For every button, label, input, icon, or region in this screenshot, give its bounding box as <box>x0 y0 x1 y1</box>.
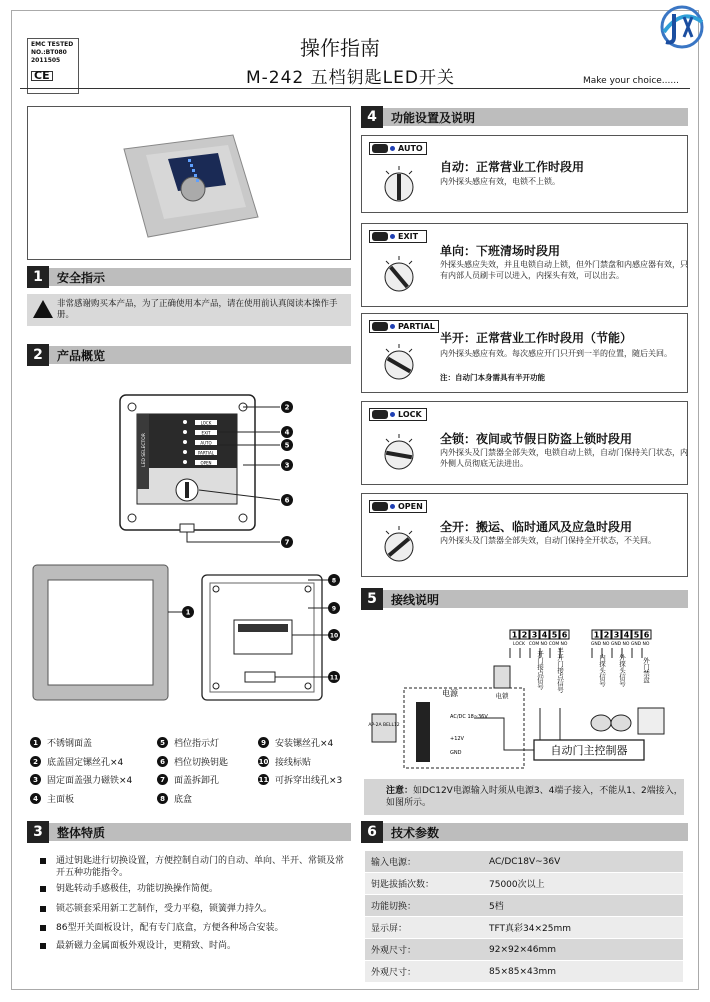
section-label: 产品概览 <box>57 348 106 363</box>
svg-text:2: 2 <box>521 630 528 640</box>
tagline: Make your choice...... <box>583 76 679 86</box>
key-icon <box>372 410 388 419</box>
page-title: 操作指南 <box>300 36 380 60</box>
svg-text:9: 9 <box>331 605 337 613</box>
svg-text:NO: NO <box>642 642 650 647</box>
svg-text:7: 7 <box>284 538 290 547</box>
section-label: 技术参数 <box>391 825 440 840</box>
legend-item <box>157 773 219 786</box>
mode-tag: LOCK <box>369 408 427 421</box>
note-text: 如DC12V电源输入时须从电源3、4端子接入，不能从1、2端接入，如图所示。 <box>386 786 683 808</box>
feature-item: 最新磁力金属面板外观设计，更精致、时尚。 <box>40 940 350 952</box>
mode-partial-card <box>361 313 688 393</box>
spec-row: 外观尺寸： 85×85×43mm <box>365 961 683 982</box>
mode-desc: 内外探头感应有效，电锁不上锁。 <box>440 177 560 186</box>
mode-tag: PARTIAL <box>369 320 439 333</box>
svg-text:5: 5 <box>551 630 558 640</box>
led-dot-icon <box>390 324 395 329</box>
mode-title: 全开：搬运、临时通风及应急时段用 <box>440 520 633 534</box>
svg-text:GND: GND <box>590 642 602 647</box>
svg-text:NO: NO <box>602 642 610 647</box>
mode-title: 半开：正常营业工作时段用（节能） <box>440 331 633 345</box>
bullet-square-icon <box>40 858 46 864</box>
svg-text:半开门接点信号: 半开门接点信号 <box>556 647 564 693</box>
section-label: 接线说明 <box>391 592 440 607</box>
led-dot-icon <box>390 412 395 417</box>
cover-and-box-diagram <box>30 560 355 720</box>
section-1-bar <box>27 268 351 286</box>
svg-text:NO: NO <box>560 642 568 647</box>
svg-text:4: 4 <box>284 428 290 437</box>
legend-item <box>157 792 192 805</box>
emc-line: EMC TESTED <box>31 41 74 48</box>
legend-text: 接线标贴 <box>275 758 312 768</box>
legend-item <box>258 773 342 786</box>
feature-item: 86型开关面板设计，配有专门底盒，方便各种场合安装。 <box>40 922 350 934</box>
svg-text:6: 6 <box>643 630 650 640</box>
spec-row: 功能切换： 5档 <box>365 895 683 916</box>
svg-text:LOCK: LOCK <box>200 420 212 426</box>
svg-text:LOCK: LOCK <box>513 642 525 647</box>
mode-desc: 内外探头感应有效。每次感应开门只开到一半的位置，随后关回。 <box>440 349 672 358</box>
mode-lock-card <box>361 401 688 485</box>
svg-text:自动门主控制器: 自动门主控制器 <box>550 744 628 757</box>
bullet-square-icon <box>40 943 46 949</box>
wiring-diagram <box>364 618 688 776</box>
brand-logo-icon <box>652 2 706 52</box>
feature-item: 通过钥匙进行切换设置，方便控制自动门的自动、单向、半开、常锁及常开五种功能指令。 <box>40 855 350 879</box>
spec-row: 外观尺寸： 92×92×46mm <box>365 939 683 960</box>
mode-desc: 内外探头及门禁器全部失效，电锁自动上锁，自动门保持关门状态，内外侧人员彻底无法进出。 <box>440 448 688 468</box>
legend-item <box>258 736 333 749</box>
bullet-square-icon <box>40 906 46 912</box>
section-number: 1 <box>27 266 49 288</box>
note-label: 注意： <box>386 786 414 796</box>
section-6-bar <box>361 823 688 841</box>
mode-desc: 内外探头及门禁器全部失效，自动门保持全开状态，不关回。 <box>440 536 656 545</box>
svg-text:8: 8 <box>331 577 337 585</box>
section-label: 整体特质 <box>57 825 106 840</box>
spec-row: 输入电源： AC/DC18V~36V <box>365 851 683 872</box>
svg-text:EXIT: EXIT <box>201 430 211 436</box>
svg-text:3: 3 <box>613 630 620 640</box>
legend-num: 1 <box>30 737 41 748</box>
legend-num: 11 <box>258 775 269 784</box>
legend-num: 7 <box>157 774 168 785</box>
svg-text:AUTO: AUTO <box>200 440 212 446</box>
svg-text:11: 11 <box>329 674 339 682</box>
mode-tag: AUTO <box>369 142 427 155</box>
svg-text:1: 1 <box>185 608 191 617</box>
mode-open-card <box>361 493 688 577</box>
legend-num: 10 <box>258 757 269 766</box>
svg-text:6: 6 <box>561 630 568 640</box>
svg-text:OPEN: OPEN <box>200 460 212 466</box>
svg-text:1: 1 <box>593 630 600 640</box>
section-label: 功能设置及说明 <box>391 110 476 125</box>
svg-text:3: 3 <box>284 461 290 470</box>
svg-text:4: 4 <box>541 630 548 640</box>
mode-title: 全锁：夜间或节假日防盗上锁时段用 <box>440 432 633 446</box>
section-number: 3 <box>27 821 49 843</box>
legend-text: 底盖固定镙丝孔×4 <box>47 758 124 768</box>
bullet-square-icon <box>40 886 46 892</box>
svg-text:LED SELECTOR: LED SELECTOR <box>142 433 147 467</box>
svg-text:AP-2A BELL12: AP-2A BELL12 <box>368 723 400 728</box>
key-icon <box>372 232 388 241</box>
product-photo <box>27 106 351 260</box>
svg-text:2: 2 <box>284 403 290 412</box>
svg-text:开门接点信号: 开门接点信号 <box>536 650 544 690</box>
warning-icon <box>33 300 53 318</box>
led-dot-icon <box>390 146 395 151</box>
led-dot-icon <box>390 504 395 509</box>
svg-text:2: 2 <box>603 630 610 640</box>
legend-num: 5 <box>157 737 168 748</box>
section-5-bar <box>361 590 688 608</box>
feature-item: 钥匙转动手感极佳，功能切换操作简便。 <box>40 883 350 895</box>
spec-row: 显示屏： TFT真彩34×25mm <box>365 917 683 938</box>
key-icon <box>372 144 388 153</box>
legend-num: 9 <box>258 737 269 748</box>
svg-text:内探头信号: 内探头信号 <box>598 653 606 687</box>
dial-icon <box>374 338 424 388</box>
legend-item <box>157 755 228 768</box>
svg-text:NO: NO <box>622 642 630 647</box>
legend-text: 档位切换钥匙 <box>174 758 229 768</box>
svg-text:5: 5 <box>284 441 290 450</box>
mode-tag: EXIT <box>369 230 427 243</box>
legend-text: 面盖拆卸孔 <box>174 776 220 786</box>
key-icon <box>372 502 388 511</box>
safety-notice <box>27 294 351 326</box>
header-rule <box>20 88 690 89</box>
svg-text:4: 4 <box>623 630 630 640</box>
svg-text:1: 1 <box>511 630 518 640</box>
section-4-bar <box>361 108 688 126</box>
svg-text:3: 3 <box>531 630 538 640</box>
legend-item <box>157 736 219 749</box>
key-icon <box>372 322 388 331</box>
svg-text:GND: GND <box>450 750 462 756</box>
section-number: 2 <box>27 344 49 366</box>
legend-num: 8 <box>157 793 168 804</box>
svg-text:6: 6 <box>284 496 290 505</box>
ce-mark: CE <box>31 71 53 81</box>
svg-text:电源: 电源 <box>442 689 458 698</box>
mode-desc: 外探头感应失效，并且电锁自动上锁，但外门禁盘和内感应器有效，只有内部人员刷卡可以进入，内探头有效，可以出去。 <box>440 260 688 280</box>
svg-text:PARTIAL: PARTIAL <box>198 450 214 456</box>
svg-text:电锁: 电锁 <box>495 692 509 700</box>
section-label: 安全指示 <box>57 270 106 285</box>
legend-num: 6 <box>157 756 168 767</box>
section-number: 4 <box>361 106 383 128</box>
svg-text:10: 10 <box>329 632 339 640</box>
legend-text: 安装镙丝孔×4 <box>275 739 334 749</box>
page-subtitle: M-242 五档钥匙LED开关 <box>246 68 455 88</box>
dial-icon <box>374 160 424 210</box>
mode-auto-card <box>361 135 688 213</box>
legend-item <box>30 773 132 786</box>
bullet-square-icon <box>40 925 46 931</box>
section-number: 6 <box>361 821 383 843</box>
svg-text:AC/DC 18~36V: AC/DC 18~36V <box>450 714 488 720</box>
legend-item <box>30 792 74 805</box>
legend-item <box>30 736 92 749</box>
safety-text: 非常感谢购买本产品，为了正确使用本产品，请在使用前认真阅读本操作手册。 <box>57 299 338 320</box>
mode-tag: OPEN <box>369 500 427 513</box>
legend-num: 4 <box>30 793 41 804</box>
spec-row: 钥匙拔插次数： 75000次以上 <box>365 873 683 894</box>
svg-text:NO: NO <box>540 642 548 647</box>
dial-icon <box>374 520 424 570</box>
emc-line: 2011505 <box>31 57 61 64</box>
svg-text:COM: COM <box>548 642 560 647</box>
svg-text:GND: GND <box>630 642 642 647</box>
legend-num: 3 <box>30 774 41 785</box>
mode-note: 注：自动门本身需具有半开功能 <box>440 373 545 382</box>
mode-title: 单向：下班清场时段用 <box>440 244 561 258</box>
feature-item: 锁芯锁套采用新工艺制作，受力平稳，锁簧弹力持久。 <box>40 903 350 915</box>
svg-text:GND: GND <box>610 642 622 647</box>
panel-front-diagram <box>115 390 300 550</box>
legend-text: 固定面盖强力磁铁×4 <box>47 776 133 786</box>
dial-icon <box>374 250 424 300</box>
emc-badge <box>27 38 79 94</box>
section-3-bar <box>27 823 351 841</box>
dial-icon <box>374 428 424 478</box>
led-dot-icon <box>390 234 395 239</box>
legend-item <box>30 755 123 768</box>
emc-line: NO.:BT080 <box>31 49 67 56</box>
legend-item <box>258 755 311 768</box>
legend-text: 可拆穿出线孔×3 <box>275 776 343 786</box>
svg-text:+12V: +12V <box>450 736 464 742</box>
svg-text:外探头信号: 外探头信号 <box>618 653 626 687</box>
mode-exit-card <box>361 223 688 307</box>
section-number: 5 <box>361 588 383 610</box>
svg-text:外门禁盘: 外门禁盘 <box>642 657 650 683</box>
wiring-note <box>364 779 684 815</box>
mode-title: 自动：正常营业工作时段用 <box>440 160 585 174</box>
legend-text: 主面板 <box>47 795 75 805</box>
legend-text: 档位指示灯 <box>174 739 220 749</box>
legend-text: 不锈钢面盖 <box>47 739 93 749</box>
legend-num: 2 <box>30 756 41 767</box>
legend-text: 底盒 <box>174 795 193 805</box>
svg-text:5: 5 <box>633 630 640 640</box>
section-2-bar <box>27 346 351 364</box>
svg-text:COM: COM <box>528 642 540 647</box>
